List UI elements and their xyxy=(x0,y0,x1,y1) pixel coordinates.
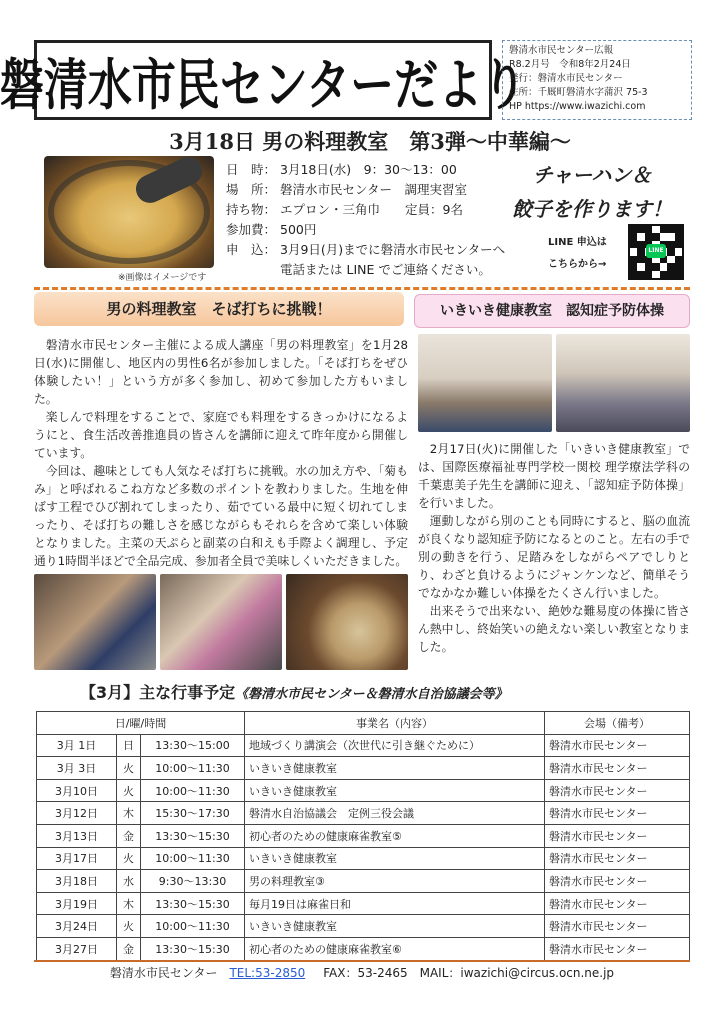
apply-label: 申 込： xyxy=(226,242,277,257)
cell-time: 13:30〜15:00 xyxy=(141,734,245,757)
soba-rolling-photo xyxy=(160,574,282,670)
article-paragraph: 今回は、趣味としても人気なそば打ちに挑戦。水の加え方や、「菊もみ」と呼ばれるこね方など多数のポイントを教わりました。生地を伸ばす工程でひび割れてしまったり、茹でている最中に短く切れてしまったり、そば打ちの難しさを感じながらもそれらを含めて楽しい体験となりました。主菜の天ぷらと副菜の白和えも手際よく調理し、予定通り1時間半ほどで全品完成、参加者全員で美味しくいただきました。 xyxy=(34,464,408,568)
cell-time: 13:30〜15:30 xyxy=(141,937,245,960)
date-label: 日 時： xyxy=(226,162,277,177)
article-paragraph: 運動しながら別のことも同時にすると、脳の血流が良くなり認知症予防になるとのこと。左右の手で別の動きを行う、足踏みをしながらペアでしりとり、わざと負けるようにジャンケンなど、簡単そうでなかなか難しい体操をたくさん行いました。 xyxy=(418,514,690,600)
cell-event: 地域づくり講演会（次世代に引き継ぐために） xyxy=(245,734,545,757)
cell-dow: 火 xyxy=(117,757,141,780)
pubinfo-line: 住所：千厩町磐清水字蒲沢 75-3 xyxy=(509,87,648,98)
cell-time: 10:00〜11:30 xyxy=(141,757,245,780)
cell-event: いきいき健康教室 xyxy=(245,757,545,780)
fried-rice-photo xyxy=(44,156,214,268)
col-header-event: 事業名（内容） xyxy=(245,712,545,735)
pubinfo-line: 発行：磐清水市民センター xyxy=(509,73,623,84)
table-row xyxy=(37,734,690,757)
cell-venue: 磐清水市民センター xyxy=(545,734,690,757)
article-paragraph: 磐清水市民センター主催による成人講座「男の料理教室」を1月28日(水)に開催し、地区内の男性6名が参加しました。「そば打ちをぜひ体験したい！」という方が多く参加し、初めて参加した方もいました。 xyxy=(34,338,408,406)
cell-dow: 日 xyxy=(117,734,141,757)
exercise-photo-1 xyxy=(418,334,552,432)
cell-date: 3月10日 xyxy=(37,779,117,802)
soba-class-article xyxy=(34,336,408,570)
footer-org: 磐清水市民センター xyxy=(109,966,218,980)
photo-caption: ※画像はイメージです xyxy=(118,273,207,283)
col-header-venue: 会場（備考） xyxy=(545,712,690,735)
footer-divider xyxy=(34,960,690,962)
schedule-subtitle: 《磐清水市民センター＆磐清水自治協議会等》 xyxy=(235,687,508,702)
article-paragraph: 楽しんで料理をすることで、家庭でも料理をするきっかけになるようにと、食生活改善推進員の皆さんを講師に迎えて昨年度から開催しています。 xyxy=(34,410,408,460)
dashed-divider xyxy=(34,287,690,290)
cell-venue: 磐清水市民センター xyxy=(545,824,690,847)
line-note-2: こちらから→ xyxy=(548,259,607,270)
place-label: 場 所： xyxy=(226,182,277,197)
cell-event: 男の料理教室③ xyxy=(245,870,545,893)
apply-value: 3月9日(月)までに磐清水市民センターへ xyxy=(280,242,506,257)
cell-event: いきいき健康教室 xyxy=(245,847,545,870)
cell-dow: 火 xyxy=(117,779,141,802)
cell-date: 3月19日 xyxy=(37,892,117,915)
cell-time: 10:00〜11:30 xyxy=(141,779,245,802)
publication-info xyxy=(502,40,692,120)
soba-class-banner: 男の料理教室 そば打ちに挑戦！ xyxy=(34,292,404,326)
apply-value-2: 電話または LINE でご連絡ください。 xyxy=(280,262,491,277)
table-row xyxy=(37,937,690,960)
masthead-title: 磐清水市民センターだより xyxy=(0,53,527,118)
fee-value: 500円 xyxy=(280,222,317,237)
cell-dow: 金 xyxy=(117,937,141,960)
col-header-date: 日/曜/時間 xyxy=(37,712,245,735)
cell-time: 10:00〜11:30 xyxy=(141,847,245,870)
soba-meal-photo xyxy=(286,574,408,670)
cell-date: 3月27日 xyxy=(37,937,117,960)
cell-date: 3月12日 xyxy=(37,802,117,825)
cell-venue: 磐清水市民センター xyxy=(545,847,690,870)
exercise-photos xyxy=(418,334,690,432)
cell-venue: 磐清水市民センター xyxy=(545,779,690,802)
article-paragraph: 出来そうで出来ない、絶妙な難易度の体操に皆さん熱中し、終始笑いの絶えない楽しい教室となりました。 xyxy=(418,604,690,654)
tagline-line-1: チャーハン＆ xyxy=(532,163,652,187)
pubinfo-line: 磐清水市民センター広報 xyxy=(509,45,614,56)
masthead xyxy=(0,40,527,120)
bring-label: 持ち物： xyxy=(226,202,277,217)
cell-event: 初心者のための健康麻雀教室⑤ xyxy=(245,824,545,847)
cell-dow: 木 xyxy=(117,802,141,825)
cell-dow: 金 xyxy=(117,824,141,847)
cell-venue: 磐清水市民センター xyxy=(545,870,690,893)
cell-event: 磐清水自治協議会 定例三役会議 xyxy=(245,802,545,825)
tagline xyxy=(492,158,692,226)
schedule-title: 【3月】主な行事予定 xyxy=(80,683,236,702)
date-value: 3月18日(水) 9：30〜13：00 xyxy=(280,162,457,177)
cell-date: 3月18日 xyxy=(37,870,117,893)
cell-venue: 磐清水市民センター xyxy=(545,937,690,960)
cell-time: 9:30〜13:30 xyxy=(141,870,245,893)
schedule-heading xyxy=(80,680,508,703)
table-row xyxy=(37,847,690,870)
cell-dow: 火 xyxy=(117,847,141,870)
cell-time: 13:30〜15:30 xyxy=(141,824,245,847)
cell-date: 3月 1日 xyxy=(37,734,117,757)
health-class-banner: いきいき健康教室 認知症予防体操 xyxy=(414,294,690,328)
exercise-photo-2 xyxy=(556,334,690,432)
cell-venue: 磐清水市民センター xyxy=(545,915,690,938)
cell-event: 初心者のための健康麻雀教室⑥ xyxy=(245,937,545,960)
cell-time: 13:30〜15:30 xyxy=(141,892,245,915)
footer-fax: FAX：53-2465 xyxy=(323,966,408,980)
cell-venue: 磐清水市民センター xyxy=(545,757,690,780)
cell-venue: 磐清水市民センター xyxy=(545,802,690,825)
pubinfo-line: R8.2月号 令和8年2月24日 xyxy=(509,59,631,70)
bring-value: エプロン・三角巾 定員：9名 xyxy=(280,202,463,217)
footer-mail[interactable]: MAIL：iwazichi@circus.ocn.ne.jp xyxy=(419,966,615,980)
article-paragraph: 2月17日(火)に開催した「いきいき健康教室」では、国際医療福祉専門学校一関校 理学療法学科の千葉恵美子先生を講師に迎え、「認知症予防体操」を行いました。 xyxy=(418,442,690,510)
table-row xyxy=(37,915,690,938)
cell-venue: 磐清水市民センター xyxy=(545,892,690,915)
soba-photos xyxy=(34,574,408,670)
line-application-note xyxy=(548,232,607,276)
table-row xyxy=(37,802,690,825)
cell-dow: 水 xyxy=(117,870,141,893)
table-row xyxy=(37,824,690,847)
footer-contact xyxy=(34,964,690,981)
cell-time: 10:00〜11:30 xyxy=(141,915,245,938)
schedule-table xyxy=(36,711,690,961)
line-logo-icon: LINE xyxy=(646,244,666,258)
place-value: 磐清水市民センター 調理実習室 xyxy=(280,182,468,197)
fee-label: 参加費： xyxy=(226,222,277,237)
table-header-row xyxy=(37,712,690,735)
headline: 3月18日 男の料理教室 第3弾〜中華編〜 xyxy=(169,129,571,154)
event-details xyxy=(226,160,536,280)
pubinfo-url[interactable]: HP https://www.iwazichi.com xyxy=(509,101,646,112)
cell-date: 3月 3日 xyxy=(37,757,117,780)
cell-event: いきいき健康教室 xyxy=(245,779,545,802)
table-row xyxy=(37,870,690,893)
cell-event: 毎月19日は麻雀日和 xyxy=(245,892,545,915)
health-class-article xyxy=(418,440,690,656)
cell-date: 3月24日 xyxy=(37,915,117,938)
soba-kneading-photo xyxy=(34,574,156,670)
table-row xyxy=(37,779,690,802)
cell-time: 15:30〜17:30 xyxy=(141,802,245,825)
cell-date: 3月13日 xyxy=(37,824,117,847)
cell-date: 3月17日 xyxy=(37,847,117,870)
footer-tel-link[interactable]: TEL:53-2850 xyxy=(229,966,306,980)
table-row xyxy=(37,757,690,780)
table-row xyxy=(37,892,690,915)
tagline-line-2: 餃子を作ります！ xyxy=(512,197,672,221)
cell-dow: 火 xyxy=(117,915,141,938)
cell-dow: 木 xyxy=(117,892,141,915)
line-note-1: LINE 申込は xyxy=(548,237,607,248)
cell-event: いきいき健康教室 xyxy=(245,915,545,938)
